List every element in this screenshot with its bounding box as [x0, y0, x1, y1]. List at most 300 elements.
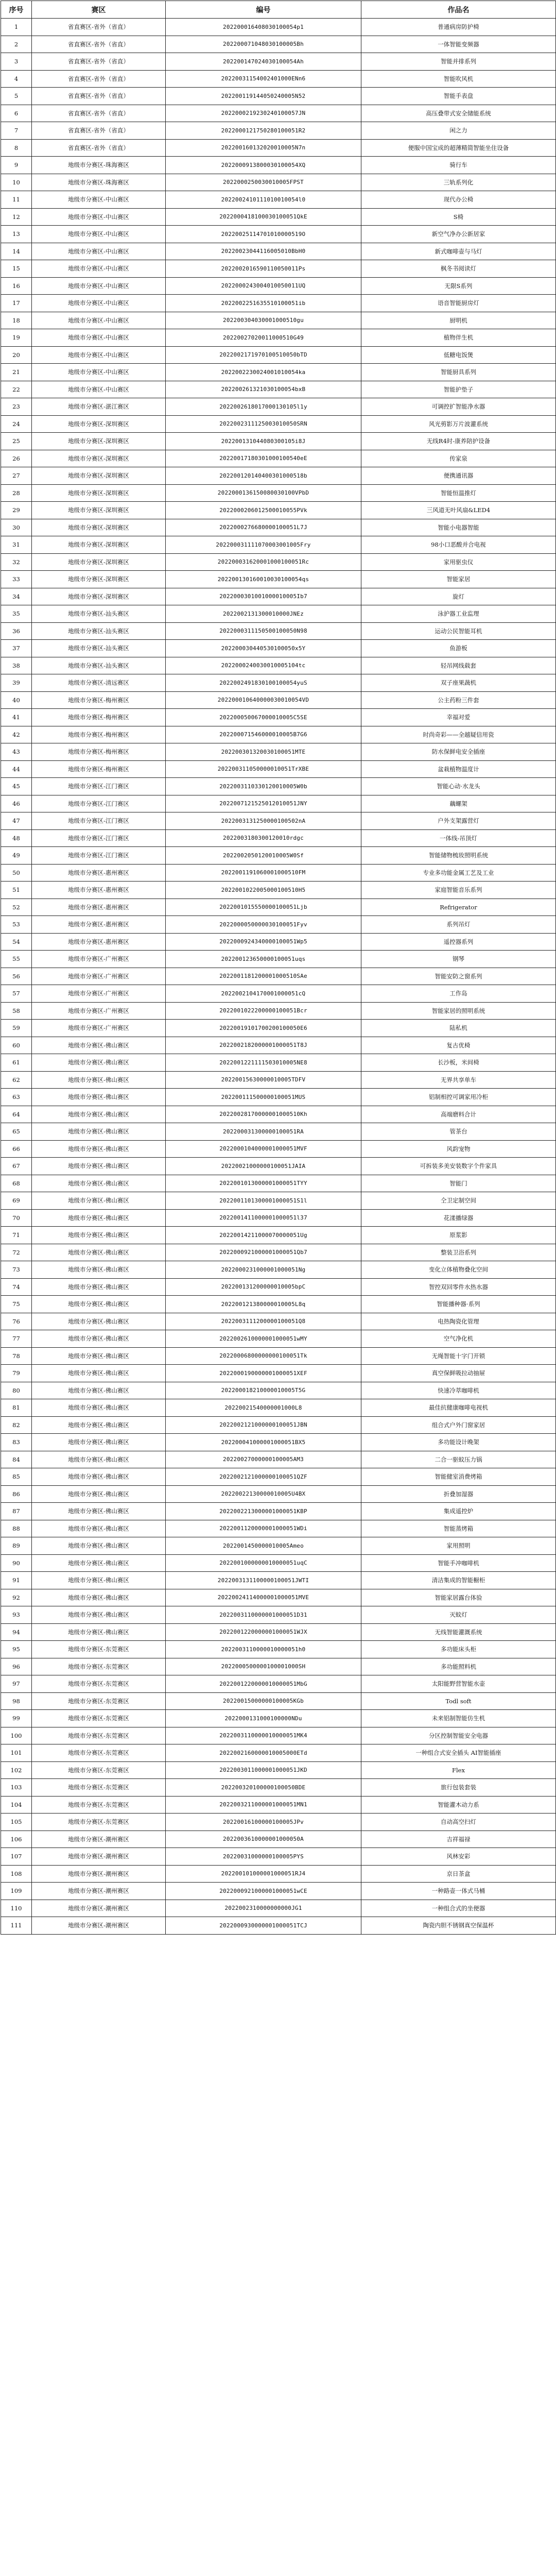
table-row [1, 1623, 556, 1641]
row-index: 78 [1, 1347, 32, 1365]
row-work-name: 智能蒸烤箱 [361, 1520, 556, 1537]
table-row [1, 985, 556, 1003]
row-division: 地级市分赛区-佛山赛区 [32, 1175, 166, 1192]
row-work-name: 无线R4时-康养陪护设备 [361, 433, 556, 450]
row-index: 59 [1, 1020, 32, 1037]
table-row [1, 1382, 556, 1399]
row-work-name: 智能储物梳妆照明系统 [361, 847, 556, 865]
row-work-name: 藕螺架 [361, 795, 556, 812]
row-work-name: 公主药粉三件套 [361, 691, 556, 709]
row-code: 2022003011000001000051JKD [166, 1761, 361, 1779]
row-code: 202200030440530100050x5Y [166, 640, 361, 657]
row-code: 2022001221111503010005NE8 [166, 1054, 361, 1072]
row-division: 地级市分赛区-佛山赛区 [32, 1227, 166, 1244]
row-division: 地级市分赛区-佛山赛区 [32, 1244, 166, 1261]
row-code: 2022003131100000100051JWTI [166, 1572, 361, 1589]
row-index: 73 [1, 1261, 32, 1279]
row-index: 82 [1, 1416, 32, 1434]
table-row [1, 536, 556, 554]
row-division: 省直赛区-省外（省直） [32, 88, 166, 105]
row-code: 2022003110000010000051MK4 [166, 1727, 361, 1744]
table-row [1, 622, 556, 640]
row-code: 202200031111070003001005Fry [166, 536, 361, 554]
table-row [1, 346, 556, 364]
row-index: 63 [1, 1089, 32, 1106]
row-division: 地级市分赛区-深圳赛区 [32, 450, 166, 467]
row-code: 2022000206012500010055PVk [166, 502, 361, 519]
row-work-name: 无限S系列 [361, 277, 556, 295]
row-code: 202200311050000010051TrXBE [166, 760, 361, 778]
table-row [1, 502, 556, 519]
row-work-name: 原浆影 [361, 1227, 556, 1244]
row-code: 2022001000000010000051uqC [166, 1554, 361, 1572]
row-index: 53 [1, 916, 32, 934]
row-index: 93 [1, 1606, 32, 1624]
row-index: 51 [1, 882, 32, 899]
row-index: 111 [1, 1917, 32, 1935]
row-division: 地级市分赛区-东莞赛区 [32, 1658, 166, 1675]
table-row [1, 277, 556, 295]
row-division: 地级市分赛区-佛山赛区 [32, 1330, 166, 1348]
row-index: 35 [1, 605, 32, 623]
row-work-name: 变化立体植物叠化空间 [361, 1261, 556, 1279]
row-index: 49 [1, 847, 32, 865]
row-code: 2022002213000001000051KBP [166, 1503, 361, 1520]
table-row [1, 1434, 556, 1451]
table-row [1, 1416, 556, 1434]
row-division: 地级市分赛区-惠州赛区 [32, 916, 166, 934]
table-row [1, 1727, 556, 1744]
row-division: 地级市分赛区-深圳赛区 [32, 484, 166, 502]
row-work-name: 智能恒温推灯 [361, 484, 556, 502]
row-index: 21 [1, 364, 32, 381]
row-work-name: 组合式户外门窗家居 [361, 1416, 556, 1434]
row-work-name: 三轨系列化 [361, 174, 556, 191]
table-row [1, 829, 556, 847]
row-division: 地级市分赛区-佛山赛区 [32, 1278, 166, 1296]
table-row [1, 1106, 556, 1123]
row-index: 14 [1, 243, 32, 260]
table-row [1, 1365, 556, 1382]
row-work-name: 普通病房防护椅 [361, 19, 556, 36]
row-work-name: 鱼游板 [361, 640, 556, 657]
row-work-name: 骑行车 [361, 157, 556, 174]
table-row [1, 1744, 556, 1762]
table-row [1, 1158, 556, 1175]
row-code: 202200130160010030100054qs [166, 571, 361, 588]
row-division: 地级市分赛区-广州赛区 [32, 985, 166, 1003]
row-work-name: 智能小电器智能 [361, 519, 556, 536]
row-work-name: 一种路壶一体式马桶 [361, 1883, 556, 1900]
table-row [1, 1503, 556, 1520]
row-code: 2022000924340000100051Wp5 [166, 933, 361, 951]
row-division: 地级市分赛区-佛山赛区 [32, 1451, 166, 1468]
row-code: 2022003610000001000050A [166, 1831, 361, 1848]
row-index: 88 [1, 1520, 32, 1537]
row-index: 69 [1, 1192, 32, 1210]
row-index: 46 [1, 795, 32, 812]
table-row [1, 1244, 556, 1261]
row-division: 省直赛区-省外（省直） [32, 19, 166, 36]
row-division: 地级市分赛区-深圳赛区 [32, 502, 166, 519]
row-division: 地级市分赛区-佛山赛区 [32, 1434, 166, 1451]
table-row [1, 571, 556, 588]
row-division: 地级市分赛区-江门赛区 [32, 812, 166, 830]
header-code: 编号 [166, 1, 361, 19]
row-work-name: 系列吊灯 [361, 916, 556, 934]
row-division: 地级市分赛区-东莞赛区 [32, 1710, 166, 1727]
table-row [1, 1123, 556, 1141]
row-index: 24 [1, 415, 32, 433]
row-work-name: 便携通讯器 [361, 467, 556, 485]
row-division: 地级市分赛区-佛山赛区 [32, 1365, 166, 1382]
row-division: 地级市分赛区-中山赛区 [32, 208, 166, 226]
row-division: 地级市分赛区-潮州赛区 [32, 1831, 166, 1848]
row-division: 地级市分赛区-佛山赛区 [32, 1106, 166, 1123]
row-division: 地级市分赛区-佛山赛区 [32, 1416, 166, 1434]
row-code: 20220015000000100005KGb [166, 1692, 361, 1710]
row-index: 98 [1, 1692, 32, 1710]
row-division: 地级市分赛区-东莞赛区 [32, 1692, 166, 1710]
row-code: 202200121380000010005L8q [166, 1296, 361, 1313]
row-division: 地级市分赛区-潮州赛区 [32, 1900, 166, 1917]
table-row [1, 812, 556, 830]
row-division: 地级市分赛区-深圳赛区 [32, 467, 166, 485]
row-index: 79 [1, 1365, 32, 1382]
row-code: 2022001013000001000051TYY [166, 1175, 361, 1192]
table-row [1, 778, 556, 795]
row-work-name: 二合一驱蚊压力锅 [361, 1451, 556, 1468]
row-division: 地级市分赛区-中山赛区 [32, 191, 166, 209]
table-row [1, 1192, 556, 1210]
row-code: 20220021000000100051JAIA [166, 1158, 361, 1175]
row-index: 31 [1, 536, 32, 554]
row-code: 202200147024030100054Ah [166, 53, 361, 71]
row-index: 28 [1, 484, 32, 502]
table-row [1, 208, 556, 226]
row-code: 2022001220000010000051MbG [166, 1675, 361, 1693]
row-code: 2022002230024001010054ka [166, 364, 361, 381]
row-work-name: 集成遥控炉 [361, 1503, 556, 1520]
table-row [1, 605, 556, 623]
row-work-name: 工作岛 [361, 985, 556, 1003]
row-work-name: 运动公民智能耳机 [361, 622, 556, 640]
row-work-name: 折叠加湿器 [361, 1485, 556, 1503]
row-index: 94 [1, 1623, 32, 1641]
row-index: 34 [1, 588, 32, 605]
table-row [1, 1296, 556, 1313]
table-row [1, 951, 556, 968]
row-work-name: 防水保鲜电安全插座 [361, 743, 556, 761]
row-code: 2022002618017000130105l1y [166, 398, 361, 416]
row-division: 地级市分赛区-广州赛区 [32, 968, 166, 985]
table-row [1, 226, 556, 243]
row-work-name: 无绳智能十字门开锁 [361, 1347, 556, 1365]
row-index: 67 [1, 1158, 32, 1175]
row-index: 86 [1, 1485, 32, 1503]
row-index: 96 [1, 1658, 32, 1675]
row-code: 202200120140400301000518b [166, 467, 361, 485]
row-work-name: 智能护垫子 [361, 381, 556, 398]
row-index: 5 [1, 88, 32, 105]
row-index: 64 [1, 1106, 32, 1123]
table-row [1, 1054, 556, 1072]
row-index: 26 [1, 450, 32, 467]
row-index: 80 [1, 1382, 32, 1399]
table-row [1, 588, 556, 605]
row-code: 202200031300000100051RA [166, 1123, 361, 1141]
row-index: 74 [1, 1278, 32, 1296]
row-division: 地级市分赛区-汕头赛区 [32, 622, 166, 640]
row-work-name: 幸福对爱 [361, 709, 556, 726]
row-index: 40 [1, 691, 32, 709]
table-row [1, 1917, 556, 1935]
row-work-name: 仝卫定制空间 [361, 1192, 556, 1210]
table-row [1, 1900, 556, 1917]
row-division: 地级市分赛区-深圳赛区 [32, 571, 166, 588]
row-code: 202200131044080300105i8J [166, 433, 361, 450]
row-division: 地级市分赛区-佛山赛区 [32, 1382, 166, 1399]
row-index: 87 [1, 1503, 32, 1520]
row-code: 20220023044116005010BbH0 [166, 243, 361, 260]
row-work-name: 便服中国宝成的超薄精简智能坐住设备 [361, 139, 556, 157]
table-row [1, 1399, 556, 1417]
row-division: 地级市分赛区-佛山赛区 [32, 1054, 166, 1072]
row-index: 27 [1, 467, 32, 485]
table-row [1, 674, 556, 692]
table-row [1, 1589, 556, 1606]
row-index: 33 [1, 571, 32, 588]
row-index: 19 [1, 329, 32, 347]
row-division: 地级市分赛区-中山赛区 [32, 295, 166, 312]
row-work-name: 语音智能厨房灯 [361, 295, 556, 312]
row-code: 2022002016590110050011Ps [166, 260, 361, 278]
table-row [1, 1865, 556, 1883]
row-division: 地级市分赛区-梅州赛区 [32, 691, 166, 709]
table-row [1, 1537, 556, 1555]
row-division: 地级市分赛区-惠州赛区 [32, 933, 166, 951]
row-index: 71 [1, 1227, 32, 1244]
row-code: 202200071048030100005Bh [166, 36, 361, 53]
row-code: 2022000921000001000051wCE [166, 1883, 361, 1900]
row-code: 2022002610000001000051wMY [166, 1330, 361, 1348]
row-work-name: 长沙板，米间椅 [361, 1054, 556, 1072]
row-code: 202200018210000010005T5G [166, 1382, 361, 1399]
row-index: 41 [1, 709, 32, 726]
row-division: 地级市分赛区-江门赛区 [32, 795, 166, 812]
row-index: 101 [1, 1744, 32, 1762]
table-row [1, 657, 556, 674]
row-index: 97 [1, 1675, 32, 1693]
table-row [1, 1020, 556, 1037]
row-division: 地级市分赛区-佛山赛区 [32, 1261, 166, 1279]
row-division: 地级市分赛区-佛山赛区 [32, 1520, 166, 1537]
table-row [1, 709, 556, 726]
row-index: 57 [1, 985, 32, 1003]
row-code: 20220015630000010005TDFV [166, 1071, 361, 1089]
row-work-name: 无线智能灌溉系统 [361, 1623, 556, 1641]
row-index: 13 [1, 226, 32, 243]
row-work-name: 智能家居露台体验 [361, 1589, 556, 1606]
row-work-name: 智能灌木动力系 [361, 1796, 556, 1814]
row-division: 地级市分赛区-佛山赛区 [32, 1192, 166, 1210]
row-division: 地级市分赛区-惠州赛区 [32, 899, 166, 916]
table-row [1, 743, 556, 761]
row-division: 地级市分赛区-东莞赛区 [32, 1796, 166, 1814]
row-code: 2022000301001000010005Ib7 [166, 588, 361, 605]
row-code: 202200071546000010005B7G6 [166, 726, 361, 743]
row-work-name: 多功能照料机 [361, 1658, 556, 1675]
row-work-name: 户外支架露营灯 [361, 812, 556, 830]
table-row [1, 484, 556, 502]
entries-table [1, 1, 556, 1935]
row-division: 地级市分赛区-深圳赛区 [32, 588, 166, 605]
row-division: 地级市分赛区-广州赛区 [32, 1002, 166, 1020]
table-row [1, 1002, 556, 1020]
row-work-name: 可拆装多美安装数字个件家具 [361, 1158, 556, 1175]
row-code: 2022002160000010005000ETd [166, 1744, 361, 1762]
row-code: 2022001220000001000051WJX [166, 1623, 361, 1641]
row-index: 15 [1, 260, 32, 278]
row-work-name: 旅行包装套装 [361, 1779, 556, 1797]
row-division: 地级市分赛区-中山赛区 [32, 243, 166, 260]
row-work-name: 多功能床头柜 [361, 1641, 556, 1658]
table-row [1, 553, 556, 571]
row-work-name: 智能家居的照明系统 [361, 1002, 556, 1020]
row-index: 81 [1, 1399, 32, 1417]
table-row [1, 1313, 556, 1330]
row-code: 2022002410111010010054l0 [166, 191, 361, 209]
row-work-name: 盆栽植物温度计 [361, 760, 556, 778]
row-code: 2022003131250000100502nA [166, 812, 361, 830]
row-index: 7 [1, 122, 32, 140]
row-division: 地级市分赛区-东莞赛区 [32, 1779, 166, 1797]
row-work-name: 智能心动·水龙头 [361, 778, 556, 795]
table-row [1, 1883, 556, 1900]
row-code: 2022000190000001000051XEF [166, 1365, 361, 1382]
row-work-name: 双子座果蔬机 [361, 674, 556, 692]
table-row [1, 398, 556, 416]
row-division: 地级市分赛区-汕头赛区 [32, 605, 166, 623]
row-code: 202200101000001000051RJ4 [166, 1865, 361, 1883]
row-code: 2022003110330120010005W0b [166, 778, 361, 795]
row-work-name: 复古优椅 [361, 1037, 556, 1054]
row-division: 地级市分赛区-佛山赛区 [32, 1554, 166, 1572]
row-code: 2022001120000001000051WDi [166, 1520, 361, 1537]
row-code: 202200119144050240005N52 [166, 88, 361, 105]
row-index: 2 [1, 36, 32, 53]
row-work-name: 太阳能野营智能水壶 [361, 1675, 556, 1693]
row-code: 2022002131300010000JNEz [166, 605, 361, 623]
table-row [1, 36, 556, 53]
row-division: 地级市分赛区-佛山赛区 [32, 1089, 166, 1106]
row-index: 43 [1, 743, 32, 761]
row-index: 22 [1, 381, 32, 398]
table-row [1, 1692, 556, 1710]
row-division: 地级市分赛区-佛山赛区 [32, 1399, 166, 1417]
row-work-name: 管茶台 [361, 1123, 556, 1141]
row-division: 地级市分赛区-中山赛区 [32, 277, 166, 295]
row-work-name: 智能吹风机 [361, 70, 556, 88]
row-code: 20220019101700200100050E6 [166, 1020, 361, 1037]
row-code: 202200111500000100051MUS [166, 1089, 361, 1106]
row-division: 地级市分赛区-佛山赛区 [32, 1296, 166, 1313]
table-row [1, 88, 556, 105]
row-code: 20220022130000010005U4BX [166, 1485, 361, 1503]
row-division: 地级市分赛区-佛山赛区 [32, 1071, 166, 1089]
row-index: 68 [1, 1175, 32, 1192]
table-row [1, 122, 556, 140]
table-row [1, 1468, 556, 1486]
row-index: 103 [1, 1779, 32, 1797]
row-work-name: 一体线-吊顶灯 [361, 829, 556, 847]
row-code: 2022000219230240100057JN [166, 105, 361, 122]
row-index: 8 [1, 139, 32, 157]
row-work-name: 专业多功能金属工艺及工业 [361, 864, 556, 882]
row-work-name: 快速冷萃咖啡机 [361, 1382, 556, 1399]
table-row [1, 1675, 556, 1693]
row-division: 省直赛区-省外（省直） [32, 122, 166, 140]
table-row [1, 260, 556, 278]
row-division: 地级市分赛区-东莞赛区 [32, 1814, 166, 1831]
row-code: 202200301320030100051MTE [166, 743, 361, 761]
row-index: 55 [1, 951, 32, 968]
row-division: 地级市分赛区-中山赛区 [32, 329, 166, 347]
row-work-name: 闲之力 [361, 122, 556, 140]
row-code: 2022000131000100000NDu [166, 1710, 361, 1727]
row-division: 地级市分赛区-佛山赛区 [32, 1468, 166, 1486]
row-code: 202200041000001000051BX5 [166, 1434, 361, 1451]
row-index: 58 [1, 1002, 32, 1020]
table-row [1, 312, 556, 329]
table-row [1, 760, 556, 778]
row-code: 202200304030001000510gu [166, 312, 361, 329]
row-index: 29 [1, 502, 32, 519]
row-division: 地级市分赛区-珠海赛区 [32, 157, 166, 174]
row-index: 30 [1, 519, 32, 536]
row-division: 地级市分赛区-广州赛区 [32, 1020, 166, 1037]
row-work-name: Todl soft [361, 1692, 556, 1710]
table-row [1, 847, 556, 865]
row-division: 地级市分赛区-深圳赛区 [32, 519, 166, 536]
row-work-name: 自动高空扫灯 [361, 1814, 556, 1831]
row-code: 2022000921000001000051Qb7 [166, 1244, 361, 1261]
row-work-name: 最佳抗健康咖啡电视机 [361, 1399, 556, 1417]
row-division: 地级市分赛区-广州赛区 [32, 951, 166, 968]
row-index: 6 [1, 105, 32, 122]
row-division: 地级市分赛区-佛山赛区 [32, 1623, 166, 1641]
row-code: 2022000231000001000051Ng [166, 1261, 361, 1279]
row-index: 47 [1, 812, 32, 830]
row-index: 75 [1, 1296, 32, 1313]
table-row [1, 1606, 556, 1624]
row-work-name: 轻吊网线载套 [361, 657, 556, 674]
row-work-name: 厨明机 [361, 312, 556, 329]
table-row [1, 1658, 556, 1675]
row-work-name: 铝制相控可调家用冷柜 [361, 1089, 556, 1106]
row-code: 2022001191060001000510FM [166, 864, 361, 882]
row-code: 2022003211000001000051MN1 [166, 1796, 361, 1814]
row-index: 18 [1, 312, 32, 329]
table-row [1, 450, 556, 467]
row-index: 108 [1, 1865, 32, 1883]
row-work-name: 可调控扩智能净水器 [361, 398, 556, 416]
row-division: 省直赛区-省外（省直） [32, 139, 166, 157]
row-code: 20220021540000001000L8 [166, 1399, 361, 1417]
row-code: 2022003110000001000051D31 [166, 1606, 361, 1624]
row-division: 地级市分赛区-东莞赛区 [32, 1675, 166, 1693]
row-division: 地级市分赛区-佛山赛区 [32, 1037, 166, 1054]
